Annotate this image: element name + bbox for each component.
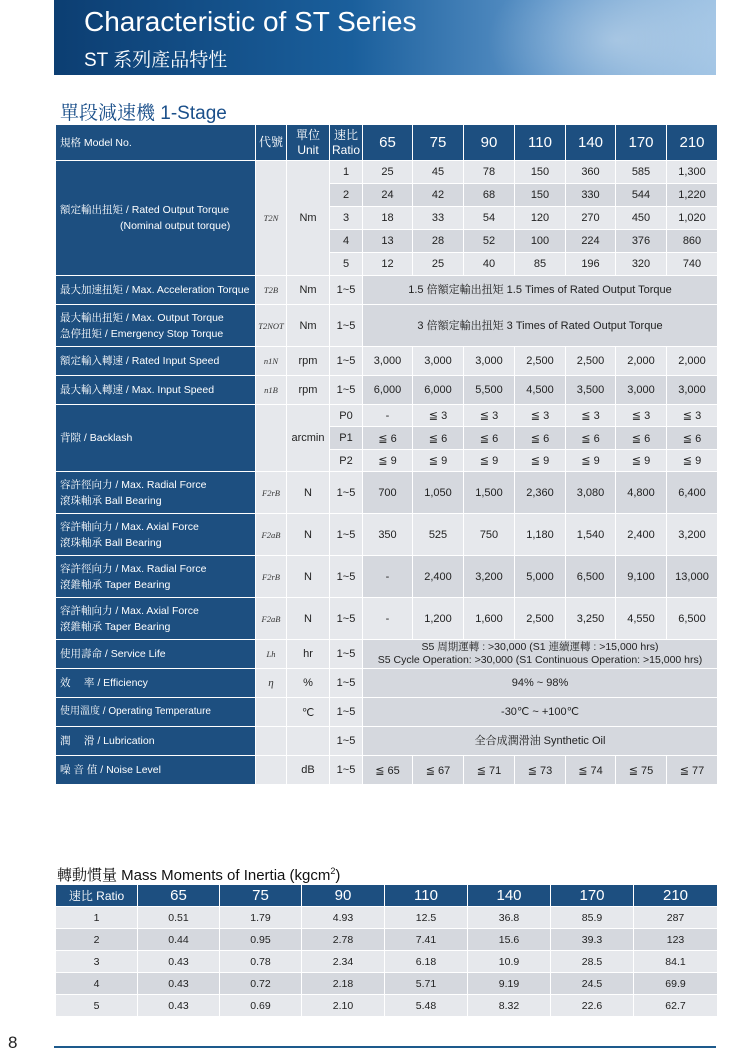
table-row: 效 率 / Efficiency η % 1~5 94% ~ 98% bbox=[56, 669, 718, 698]
table-row: 最大輸入轉速 / Max. Input Speed n1B rpm 1~5 6,000 6,000 5,500 4,500 3,500 3,000 3,000 bbox=[56, 376, 718, 405]
table-row: 4 0.43 0.72 2.18 5.71 9.19 24.5 69.9 bbox=[56, 973, 718, 995]
table-row: 容許徑向力 / Max. Radial Force 滾錐軸承 Taper Bearing F2rB N 1~5 - 2,400 3,200 5,000 6,500 9,100 13,000 bbox=[56, 556, 718, 598]
table-header-row bbox=[56, 125, 718, 161]
emergency-value: 3 倍額定輸出扭矩 3 Times of Rated Output Torque bbox=[363, 305, 718, 347]
table-row: 使用溫度 / Operating Temperature ℃ 1~5 -30℃ ~ +100℃ bbox=[56, 698, 718, 727]
table-row: 1 0.51 1.79 4.93 12.5 36.8 85.9 287 bbox=[56, 907, 718, 929]
table-row: 背隙 / Backlash arcmin P0 - ≦ 3 ≦ 3 ≦ 3 ≦ 3 ≦ 3 ≦ 3 bbox=[56, 405, 718, 427]
table-row: 潤 滑 / Lubrication 1~5 全合成潤滑油 Synthetic Oil bbox=[56, 727, 718, 756]
header-size: 170 bbox=[616, 125, 667, 161]
inertia-section-title: 轉動慣量 Mass Moments of Inertia (kgcm$^2$) bbox=[57, 866, 341, 884]
header-ratio: 速比 Ratio bbox=[330, 125, 363, 161]
table-row: 3 0.43 0.78 2.34 6.18 10.9 28.5 84.1 bbox=[56, 951, 718, 973]
page-title: Characteristic of ST Series bbox=[84, 6, 417, 37]
table-row: 容許軸向力 / Max. Axial Force 滾珠軸承 Ball Bearing F2aB N 1~5 350 525 750 1,180 1,540 2,400 3,200 bbox=[56, 514, 718, 556]
accel-value: 1.5 倍額定輸出扭矩 1.5 Times of Rated Output Torque bbox=[363, 276, 718, 305]
table-row: 容許徑向力 / Max. Radial Force 滾珠軸承 Ball Bearing F2rB N 1~5 700 1,050 1,500 2,360 3,080 4,800 6,400 bbox=[56, 472, 718, 514]
inertia-table bbox=[55, 884, 718, 1017]
torque-code: T2N bbox=[256, 161, 287, 276]
table-row: P2 ≦ 9 ≦ 9 ≦ 9 ≦ 9 ≦ 9 ≦ 9 ≦ 9 bbox=[56, 450, 718, 472]
stage-section-title: 單段減速機 1-Stage bbox=[60, 103, 227, 124]
table-row: 2 24 42 68 150 330 544 1,220 bbox=[56, 184, 718, 207]
table-row: 2 0.44 0.95 2.78 7.41 15.6 39.3 123 bbox=[56, 929, 718, 951]
life-value: S5 周期運轉 : >30,000 (S1 連續運轉 : >15,000 hrs) S5 Cycle Operation: >30,000 (S1 Continuous Operation: >15,000 hrs) bbox=[363, 640, 718, 669]
emergency-label: 最大輸出扭矩 / Max. Output Torque 急停扭矩 / Emergency Stop Torque bbox=[56, 305, 256, 347]
page-subtitle: ST 系列產品特性 bbox=[84, 50, 228, 71]
table-row: P1 ≦ 6 ≦ 6 ≦ 6 ≦ 6 ≦ 6 ≦ 6 ≦ 6 bbox=[56, 427, 718, 450]
accel-label: 最大加速扭矩 / Max. Acceleration Torque bbox=[56, 276, 256, 305]
table-row: 5 12 25 40 85 196 320 740 bbox=[56, 253, 718, 276]
header-size: 210 bbox=[667, 125, 718, 161]
header-code: 代號 bbox=[256, 125, 287, 161]
footer-rule bbox=[54, 1046, 716, 1048]
page-number: 8 bbox=[8, 1033, 18, 1052]
header-unit: 單位 Unit bbox=[287, 125, 330, 161]
table-row: 使用壽命 / Service Life Lh hr 1~5 S5 周期運轉 : >30,000 (S1 連續運轉 : >15,000 hrs) S5 Cycle Operation: >30,000 (S1 Continuous Operation: >15,000 hrs) bbox=[56, 640, 718, 669]
stage-spec-table bbox=[55, 124, 718, 785]
header-size: 75 bbox=[413, 125, 464, 161]
table-row: 噪 音 值 / Noise Level dB 1~5 ≦ 65 ≦ 67 ≦ 71 ≦ 73 ≦ 74 ≦ 75 ≦ 77 bbox=[56, 756, 718, 785]
table-row: 3 18 33 54 120 270 450 1,020 bbox=[56, 207, 718, 230]
title-banner bbox=[54, 0, 716, 75]
table-row: 4 13 28 52 100 224 376 860 bbox=[56, 230, 718, 253]
header-size: 140 bbox=[566, 125, 616, 161]
header-model: 規格 Model No. bbox=[56, 125, 256, 161]
table-row: 最大加速扭矩 / Max. Acceleration Torque T2B Nm 1~5 1.5 倍額定輸出扭矩 1.5 Times of Rated Output Torque bbox=[56, 276, 718, 305]
table-row: 額定輸入轉速 / Rated Input Speed n1N rpm 1~5 3,000 3,000 3,000 2,500 2,500 2,000 2,000 bbox=[56, 347, 718, 376]
table-row: 額定輸出扭矩 / Rated Output Torque (Nominal output torque) T2N Nm 1 25 45 78 150 360 585 1,300 bbox=[56, 161, 718, 184]
table-row: 容許軸向力 / Max. Axial Force 滾錐軸承 Taper Bearing F2aB N 1~5 - 1,200 1,600 2,500 3,250 4,550 6,500 bbox=[56, 598, 718, 640]
header-size: 110 bbox=[515, 125, 566, 161]
header-size: 65 bbox=[363, 125, 413, 161]
torque-label: 額定輸出扭矩 / Rated Output Torque (Nominal output torque) bbox=[56, 161, 256, 276]
table-row: 5 0.43 0.69 2.10 5.48 8.32 22.6 62.7 bbox=[56, 995, 718, 1017]
table-row: 最大輸出扭矩 / Max. Output Torque 急停扭矩 / Emergency Stop Torque T2NOT Nm 1~5 3 倍額定輸出扭矩 3 Times of Rated Output Torque bbox=[56, 305, 718, 347]
torque-unit: Nm bbox=[287, 161, 330, 276]
header-size: 90 bbox=[464, 125, 515, 161]
table-header-row: 速比 Ratio 65 75 90 110 140 170 210 bbox=[56, 885, 718, 907]
